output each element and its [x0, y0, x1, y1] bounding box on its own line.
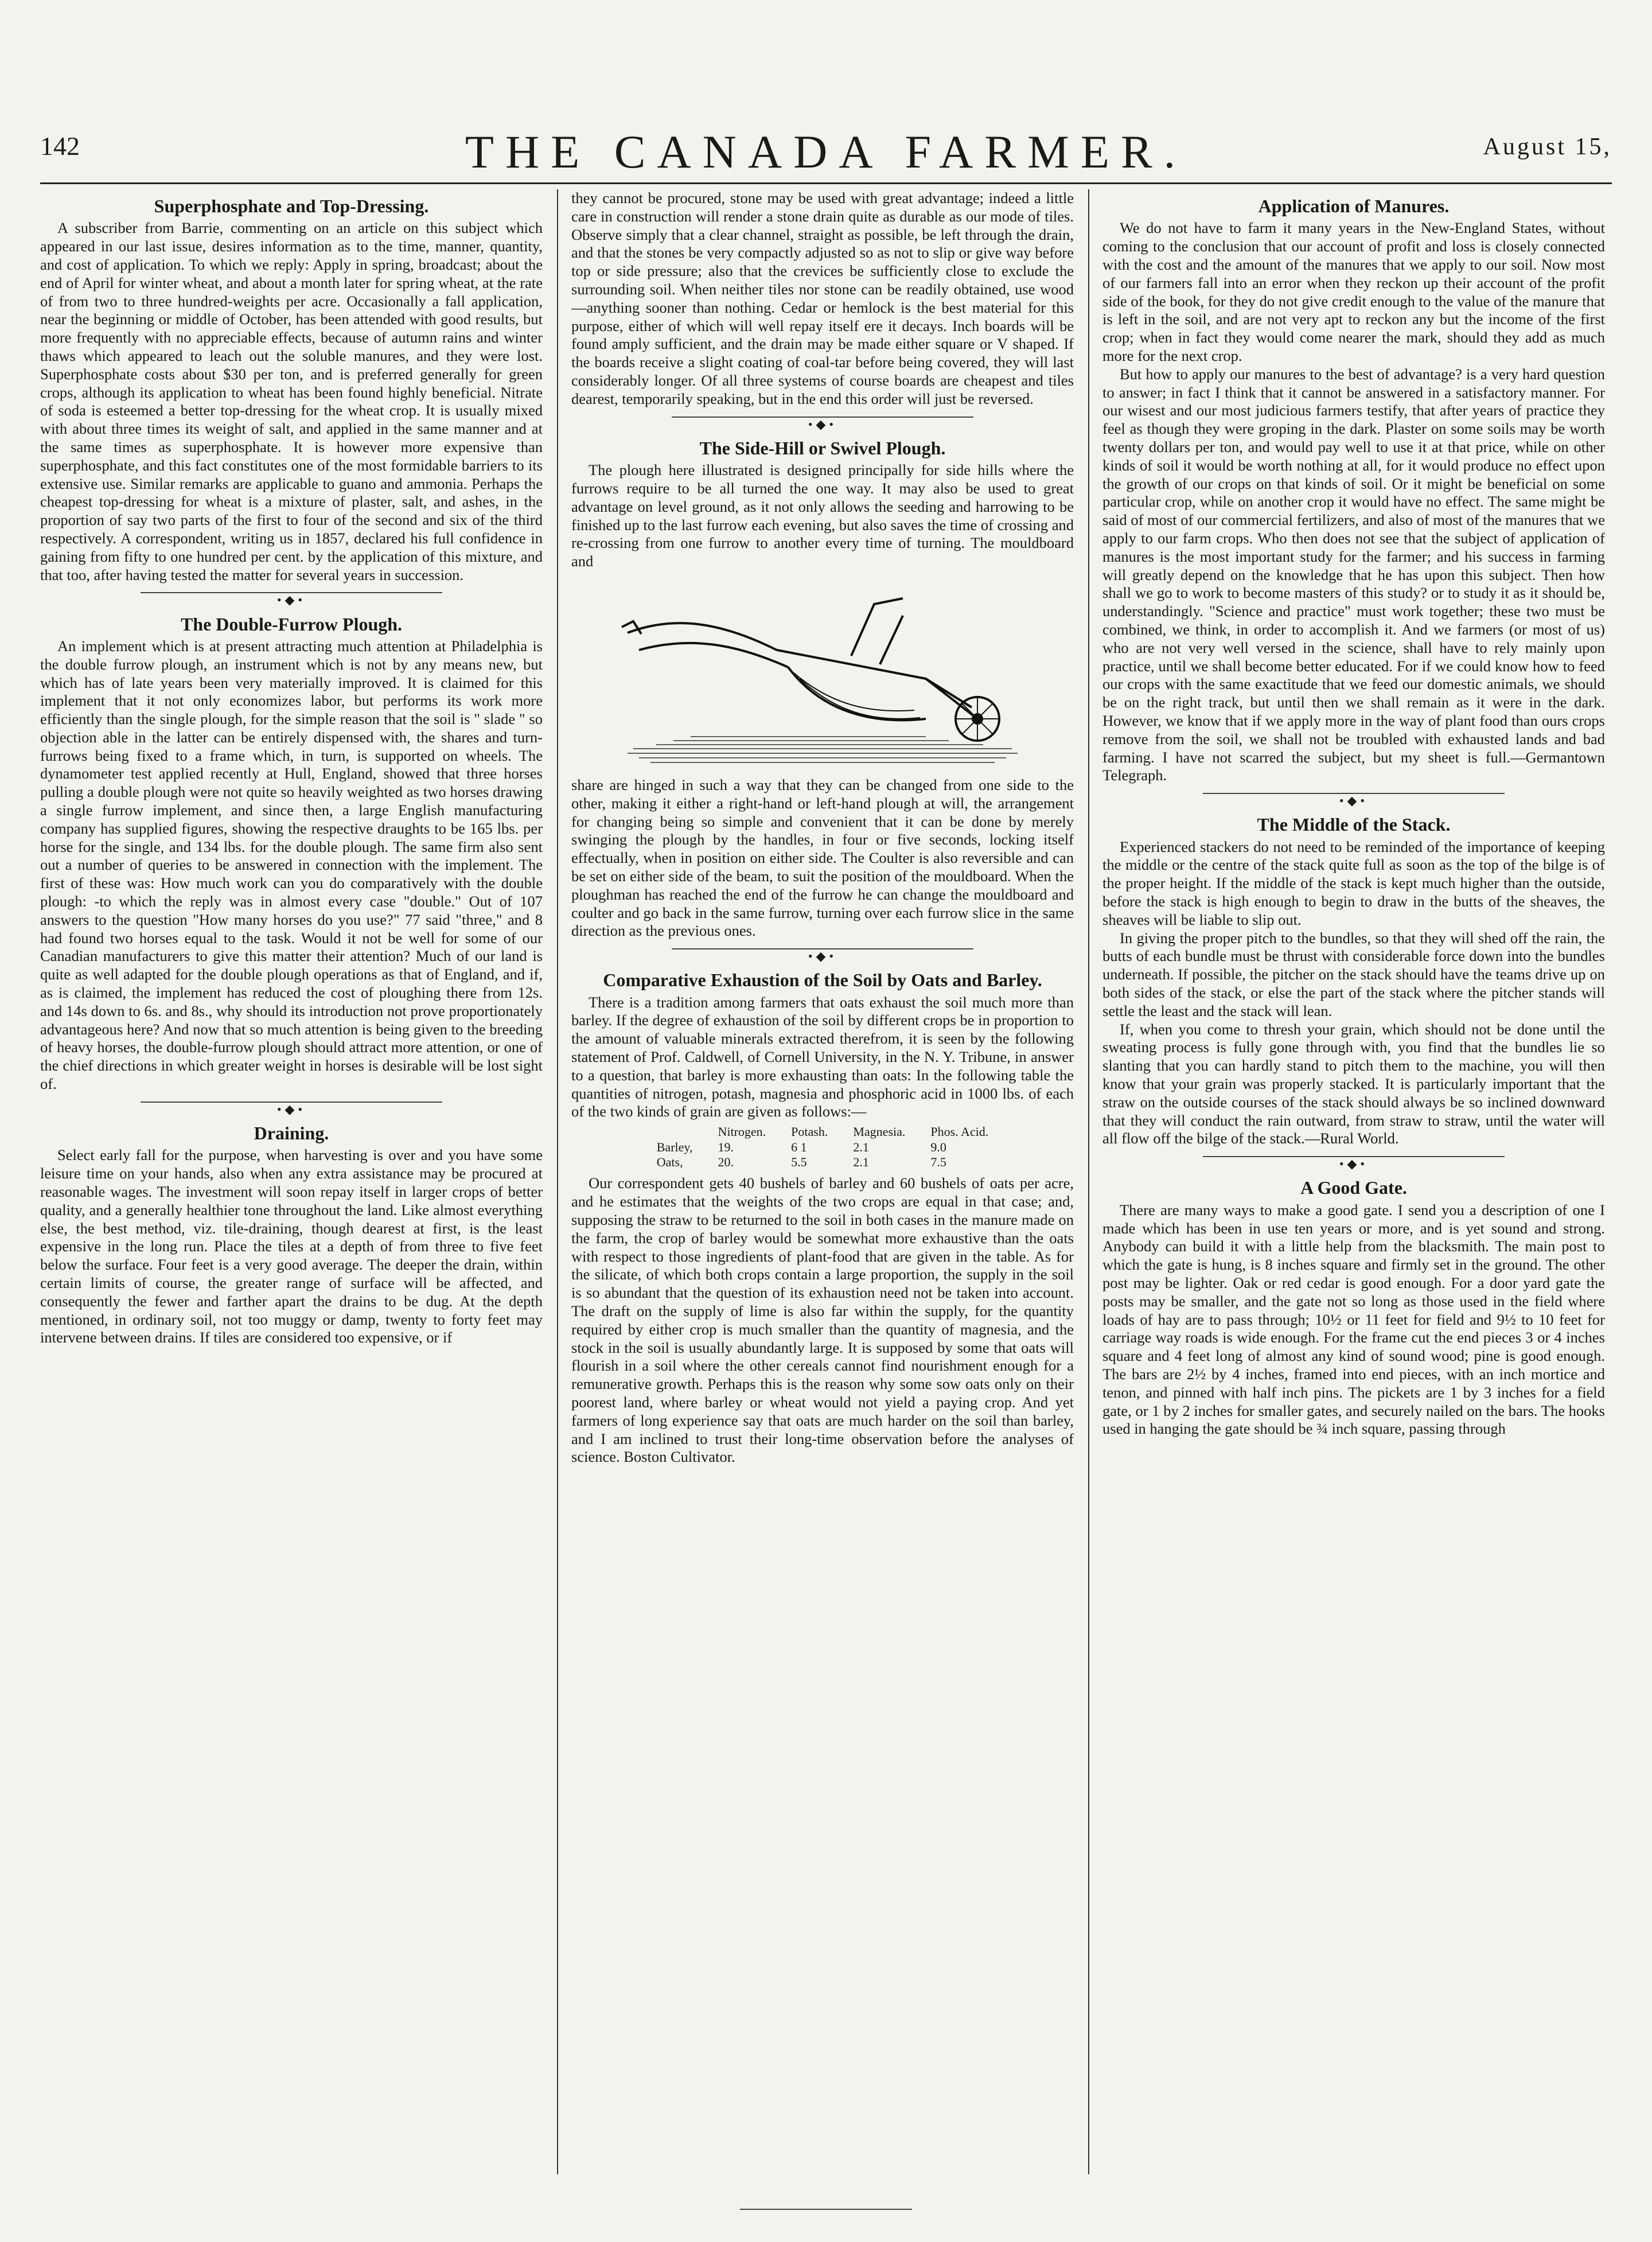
table-cell: 2.1	[853, 1155, 869, 1170]
table-cell: 19.	[718, 1139, 734, 1154]
table-header: Phos. Acid.	[930, 1124, 989, 1139]
column-2	[571, 189, 1074, 2174]
column-rule	[1088, 189, 1089, 2174]
article-paragraph: Our correspondent gets 40 bushels of barley and 60 bushels of oats per acre, and he estimates that the weights of the two crops are equal in that case; and, supposing the straw to be returned to the soil in both cases in the manure made on the farm, the crop of barley would be somewhat more exhaustive than the oats with respect to those ingredients of plant-food that are given in the table. As for the silicate, of which both crops contain a large proportion, the supply in the soil is so abundant that the question of its exhaustion need not be taken into account. The draft on the supply of lime is also far within the supply, for the quantity required by either crop is much smaller than the quantity of magnesia, and the stock in the soil is usually abundantly large. It is supposed by some that oats will flourish in a soil where the other cereals cannot find nourishment enough for a remunerative growth. Perhaps this is the reason why some sow oats only on their poorest land, where barley or wheat would not yield a paying crop. And yet farmers of long experience say that oats are much harder on the soil than barley, and I am inclined to trust their long-time observation before the analyses of science. Boston Cultivator.	[571, 1174, 1074, 1466]
paper-title: THE CANADA FARMER.	[465, 126, 1187, 178]
column-1	[40, 189, 543, 2174]
masthead	[40, 126, 1612, 178]
table-cell: Barley,	[656, 1139, 693, 1154]
article-separator: •◆•	[1203, 793, 1505, 808]
table-row	[644, 1155, 1002, 1170]
article-paragraph: An implement which is at present attracting much attention at Philadelphia is the double furrow plough, an instrument which is not by any means new, but which has of late years been very materially improved. It is claimed for this implement that it not only economizes labor, but performs its work more efficiently than the single plough, for the simple reason that the soil is '' slade '' so objection able in the latter can be entirely dispensed with, the shares and turn-furrows being fixed to a frame which, in turn, is supported on wheels. The dynamometer test applied recently at Hull, England, showed that three horses pulling a double plough were not quite so heavily weighted as two horses drawing a single furrow implement, and since then, a large English manufacturing company has supplied figures, showing the respective draughts to be 165 lbs. per horse for the single, and 134 lbs. for the double plough. The same firm also sent out a number of queries to be answered in connection with the implement. The first of these was: How much work can you do comparatively with the double plough: -to which the reply was in almost every case "double." Out of 107 answers to the question "How many horses do you use?" 77 said "three," and 8 had found two horses equal to the task. Would it not be well for some of our Canadian manufacturers to give this matter their attention? Much of our land is quite as well adapted for the double plough operations as that of England, and if, as is claimed, the implement has reduced the cost of ploughing there from 12s. and 14s down to 6s. and 8s., why should its introduction not prove proportionately advantageous here? And now that so much attention is being given to the breeding of heavy horses, the double-furrow plough should attract more attention, or one of the chief directions in which greater weight in horses is desirable will be lost sight of.	[40, 637, 543, 1093]
column-rule	[557, 189, 558, 2174]
header-rule	[40, 182, 1612, 184]
footer-rule	[740, 2209, 912, 2210]
column-3	[1102, 189, 1605, 2174]
article-paragraph: In giving the proper pitch to the bundles, so that they will shed off the rain, the butts of each bundle must be thrust with considerable force down into the bundles underneath. If possible, the pitcher on the stack should have the teams drive up on both sides of the stack, or else the part of the stack where the pitcher stands will settle the least and the stack will lean.	[1102, 929, 1605, 1019]
article-title: The Middle of the Stack.	[1257, 814, 1451, 835]
article-title: The Double-Furrow Plough.	[180, 613, 403, 635]
article-paragraph: share are hinged in such a way that they can be changed from one side to the other, making it either a right-hand or left-hand plough at will, the arrangement for changing being so simple and convenient that it can be done by merely swinging the plough by the handles, in four or five seconds, locking itself effectually, when in position on either side. The Coulter is also reversible and can be set on either side of the beam, to suit the position of the mouldboard. When the ploughman has reached the end of the furrow he can change the mouldboard and coulter and go back in the same furrow, turning over each furrow slice in the same direction as the previous ones.	[571, 776, 1074, 940]
article-title: Application of Manures.	[1258, 196, 1450, 216]
table-cell: 20.	[718, 1155, 734, 1170]
article-paragraph: We do not have to farm it many years in the New-England States, without coming to the conclusion that our account of profit and loss is closely connected with the cost and the amount of the manures that we apply to our soil. Now most of our farmers fall into an error when they reckon up their account of the profit side of the book, for they do not give credit enough to the value of the manure that is left in the soil, and are not very apt to reckon any but the income of the first crop; when in fact they would come nearer the mark, should they add as much more for the next crop.	[1102, 219, 1605, 364]
table-cell: 2.1	[853, 1139, 869, 1154]
article-paragraph: The plough here illustrated is designed principally for side hills where the furrows require to be all turned the one way. It may also be used to great advantage on level ground, as it not only allows the seeding and harrowing to be finished up to the last furrow each evening, but also saves the time of crossing and re-crossing from one furrow to another every time of turning. The mouldboard and	[571, 461, 1074, 570]
article-paragraph: Select early fall for the purpose, when harvesting is over and you have some leisure time on your hands, also when any extra assistance may be procured at reasonable wages. The investment will soon repay itself in larger crops of better quality, and a generally healthier tone throughout the land. Like almost everything else, the best method, viz. tile-draining, though dearest at first, is the least expensive in the long run. Place the tiles at a depth of from three to five feet below the surface. Four feet is a very good average. The deeper the drain, within certain limits of course, the greater range of surface will be affected, and consequently the fewer and farther apart the drains to be dug. At the depth mentioned, in ordinary soil, not too muggy or damp, twenty to forty feet may intervene between drains. If tiles are considered too expensive, or if	[40, 1146, 543, 1346]
table-cell: 6 1	[791, 1139, 807, 1154]
article-paragraph: A subscriber from Barrie, commenting on an article on this subject which appeared in our last issue, desires information as to the time, manner, quantity, and cost of application. To which we reply: Apply in spring, broadcast; about the end of April for winter wheat, and about a month later for spring wheat, at the rate of from two to three hundred-weights per acre. Occasionally a fall application, near the beginning or middle of October, has been attended with good results, but more frequently with no appreciable effects, because of autumn rains and winter thaws which appeared to leach out the soluble manures, and they were lost. Superphosphate costs about $30 per ton, and is preferred generally for green crops, although its application to wheat has been found highly beneficial. Nitrate of soda is esteemed a better top-dressing for the wheat crop. It is usually mixed with about three times its weight of salt, and applied in the same manner and at the same times as superphosphate. It is however more expensive than superphosphate, and this fact constitutes one of the most formidable barriers to its extensive use. Similar remarks are applicable to guano and ammonia. Perhaps the cheapest top-dressing for wheat is a mixture of plaster, salt, and ashes, in the proportion of say two parts of the first to four of the second and six of the third respectively. A correspondent, writing us in 1857, declared his full confidence in gaining from fifty to one hundred per cent. by the application of this mixture, and that too, after having tested the matter for several years in succession.	[40, 219, 543, 583]
article-separator: •◆•	[672, 948, 973, 963]
table-row	[644, 1140, 1002, 1155]
article-separator: •◆•	[672, 417, 973, 431]
table-cell: Oats,	[656, 1155, 683, 1170]
article-paragraph: they cannot be procured, stone may be used with great advantage; indeed a little care in construction will render a stone drain quite as durable as our mode of tiles. Observe simply that a clear channel, straight as possible, be left through the drain, and that the stones be very compactly adjusted so as not to slip or give way before top or side pressure; also that the crevices be sufficiently close to exclude the surrounding soil. When neither tiles nor stone can be readily obtained, use wood—anything sooner than nothing. Cedar or hemlock is the best material for this purpose, either of which will well repay itself ere it decays. Inch boards will be found amply sufficient, and the drain may be made either square or V shaped. If the boards receive a slight coating of coal-tar before being covered, they will last considerably longer. Of all three systems of course boards are cheapest and tiles dearest, temporarily speaking, but in the end this order will just be reversed.	[571, 189, 1074, 407]
issue-date: August 15,	[1483, 134, 1612, 160]
plough-illustration	[605, 581, 1041, 770]
table-cell: 5.5	[791, 1155, 807, 1170]
table-header: Potash.	[791, 1124, 828, 1139]
table-header-row	[644, 1124, 1002, 1139]
article-title: Draining.	[254, 1123, 329, 1144]
table-header: Nitrogen.	[718, 1124, 766, 1139]
table-header: Magnesia.	[853, 1124, 906, 1139]
article-separator: •◆•	[1203, 1156, 1505, 1171]
article-paragraph: There are many ways to make a good gate. I send you a description of one I made which has been in use ten years or more, and is yet sound and strong. Anybody can build it with a little help from the blacksmith. The main post to which the gate is hung, is 8 inches square and firmly set in the ground. The other post may be lighter. Oak or red cedar is good enough. For a door yard gate the posts may be smaller, and the gate not so long as those used in the field where loads of hay are to pass through; 10½ or 11 feet for field and 9½ to 10 feet for carriage way roads is wide enough. For the frame cut the end pieces 3 or 4 inches square and 4 feet long of almost any kind of sound wood; pine is good enough. The bars are 2½ by 4 inches, framed into end pieces, with an inch mortice and tenon, and pinned with half inch pins. The pickets are 1 by 3 inches for a field gate, or 1 by 2 inches for smaller gates, and securely nailed on the bars. The hooks used in hanging the gate should be ¾ inch square, passing through	[1102, 1201, 1605, 1438]
article-paragraph: Experienced stackers do not need to be reminded of the importance of keeping the middle or the centre of the stack quite full as soon as the top of the bilge is of the proper height. If the middle of the stack is kept much higher than the outside, before the stack is high enough to begin to draw in the butts of the sheaves, the sheaves will be liable to slip out.	[1102, 838, 1605, 928]
article-paragraph: If, when you come to thresh your grain, which should not be done until the sweating process is fully gone through with, you find that the bundles lie so slanting that you can hardly stand to pitch them to the machine, you will then know that your grain was properly stacked. It is particularly important that the straw on the outside courses of the stack should always be so inclined downward that they will conduct the rain outward, from straw to straw, until the water will all flow off the bilge of the stack.—Rural World.	[1102, 1020, 1605, 1147]
table-cell: 9.0	[930, 1139, 946, 1154]
article-separator: •◆•	[141, 1101, 442, 1116]
article-separator: •◆•	[141, 592, 442, 607]
article-paragraph: There is a tradition among farmers that oats exhaust the soil much more than barley. If the degree of exhaustion of the soil by different crops be in proportion to the amount of valuable minerals extracted therefrom, it is seen by the following statement of Prof. Caldwell, of Cornell University, in the N. Y. Tribune, in answer to a question, that barley is more exhausting than oats: In the following table the quantities of nitrogen, potash, magnesia and phosphoric acid in 1000 lbs. of each of the two kinds of grain are given as follows:—	[571, 993, 1074, 1120]
article-title: The Side-Hill or Swivel Plough.	[699, 437, 946, 458]
article-title: A Good Gate.	[1300, 1177, 1407, 1198]
article-title: Superphosphate and Top-Dressing.	[154, 196, 429, 216]
article-paragraph: But how to apply our manures to the best of advantage? is a very hard question to answer; in fact I think that it cannot be answered in a satisfactory manner. For our wisest and our most judicious farmers testify, that after years of practice they feel as though they were groping in the dark. Plaster on some soils may be worth twenty dollars per ton, and would pay well to use it at that price, while on other kinds of soil it would be worth nothing at all, for it would produce no effect upon the growth of our crops on that kinds of soil. Or it might be beneficial on some particular crop, while on another crop it would have no effect. The same might be said of most of our commercial fertilizers, and also of most of the manures that we apply to our farm crops. Who then does not see that the subject of application of manures is the most important study for the farmer; and his success in farming will greatly depend on the knowledge that he has upon this subject. Then how shall we go to work to become masters of this study? or to study it as it should be, understandingly. "Science and practice" must work together; these two must be combined, we think, in order to accomplish it. And we farmers (or most of us) who are not very well versed in the science, shall have to rely mainly upon practice, until we shall become better educated. For if we could know how to feed our crops with the same exactitude that we feed our domestic animals, we should be on the right track, but until then we shall remain as it were in the dark. However, we know that if we apply more in the way of plant food than ours crops remove from the soil, we shall not be troubled with exhausted lands and bad farming. I have not scarred the subject, but my sheet is full.—Germantown Telegraph.	[1102, 365, 1605, 784]
table-cell: 7.5	[930, 1155, 946, 1170]
page-number: 142	[40, 131, 80, 161]
article-title: Comparative Exhaustion of the Soil by Oats and Barley.	[603, 970, 1042, 991]
table-header	[644, 1124, 706, 1139]
nutrient-table	[644, 1124, 1002, 1170]
